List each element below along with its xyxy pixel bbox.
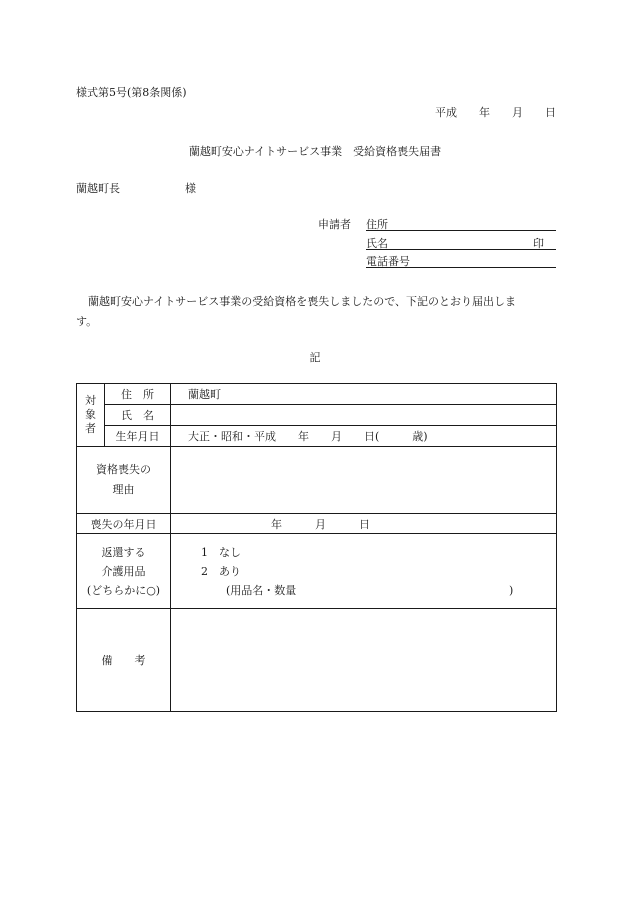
applicant-address-label: 住所: [366, 218, 388, 231]
table-row: [77, 514, 557, 534]
birthdate-label: 生年月日: [115, 430, 160, 443]
reason-label-line1: 資格喪失の: [96, 463, 151, 476]
date-line: 平成 年 月 日: [435, 106, 556, 119]
applicant-phone-field[interactable]: [366, 253, 556, 268]
loss-date-value-cell[interactable]: [171, 514, 557, 534]
table-row: [77, 426, 557, 447]
remarks-value-cell[interactable]: [171, 609, 557, 712]
subject-char-1: 対: [85, 394, 96, 407]
addressee-honorific: 様: [185, 182, 196, 195]
table-row: [77, 405, 557, 426]
loss-date-value: 年 月 日: [271, 517, 370, 531]
applicant-name-field[interactable]: [366, 235, 556, 250]
table-row: [77, 447, 557, 514]
table-row: [77, 384, 557, 405]
birthdate-value: 大正・昭和・平成 年 月 日( 歳): [188, 430, 428, 443]
remarks-label: 備 考: [101, 654, 146, 667]
table-row: [77, 609, 557, 712]
applicant-address-field[interactable]: [366, 216, 556, 231]
document-title: 蘭越町安心ナイトサービス事業 受給資格喪失届書: [188, 145, 442, 158]
return-label-cell: [77, 534, 171, 609]
subject-char-2: 象: [85, 408, 96, 421]
address-label: 住 所: [121, 388, 154, 401]
applicant-phone-label: 電話番号: [366, 255, 410, 268]
subject-char-3: 者: [85, 422, 96, 435]
name-value-cell[interactable]: [171, 405, 557, 426]
return-label-line3: (どちらかに○): [86, 583, 161, 597]
subject-label-cell: [77, 384, 105, 447]
ki-mark: 記: [309, 351, 321, 364]
birthdate-label-cell: [105, 426, 171, 447]
return-value-cell[interactable]: [171, 534, 557, 609]
address-value: 蘭越町: [188, 388, 221, 401]
name-label: 氏 名: [121, 409, 154, 422]
remarks-label-cell: [77, 609, 171, 712]
return-label-line1: 返還する: [101, 545, 146, 559]
option-none[interactable]: 1 なし: [201, 545, 241, 559]
item-detail-close: ): [509, 583, 514, 597]
form-table: [76, 383, 557, 712]
item-detail-line: [201, 581, 556, 600]
address-label-cell: [105, 384, 171, 405]
addressee-name: 蘭越町長: [76, 182, 120, 195]
form-number: 様式第5号(第8条関係): [76, 86, 187, 99]
body-text-line2: す。: [76, 315, 98, 328]
table-row: [77, 534, 557, 609]
reason-label-line2: 理由: [112, 483, 135, 496]
reason-value-cell[interactable]: [171, 447, 557, 514]
body-text-line1: 蘭越町安心ナイトサービス事業の受給資格を喪失しましたので、下記のとおり届出しま: [88, 295, 517, 308]
return-label-line2: 介護用品: [101, 564, 146, 578]
option-yes[interactable]: 2 あり: [201, 564, 241, 578]
applicant-label: 申請者: [318, 218, 351, 231]
address-value-cell[interactable]: [171, 384, 557, 405]
birthdate-value-cell[interactable]: [171, 426, 557, 447]
applicant-name-label: 氏名: [366, 237, 388, 250]
reason-label-cell: [77, 447, 171, 514]
name-label-cell: [105, 405, 171, 426]
loss-date-label-cell: [77, 514, 171, 534]
item-detail: (用品名・数量: [226, 583, 297, 597]
seal-mark: 印: [533, 237, 544, 250]
loss-date-label: 喪失の年月日: [90, 517, 157, 531]
